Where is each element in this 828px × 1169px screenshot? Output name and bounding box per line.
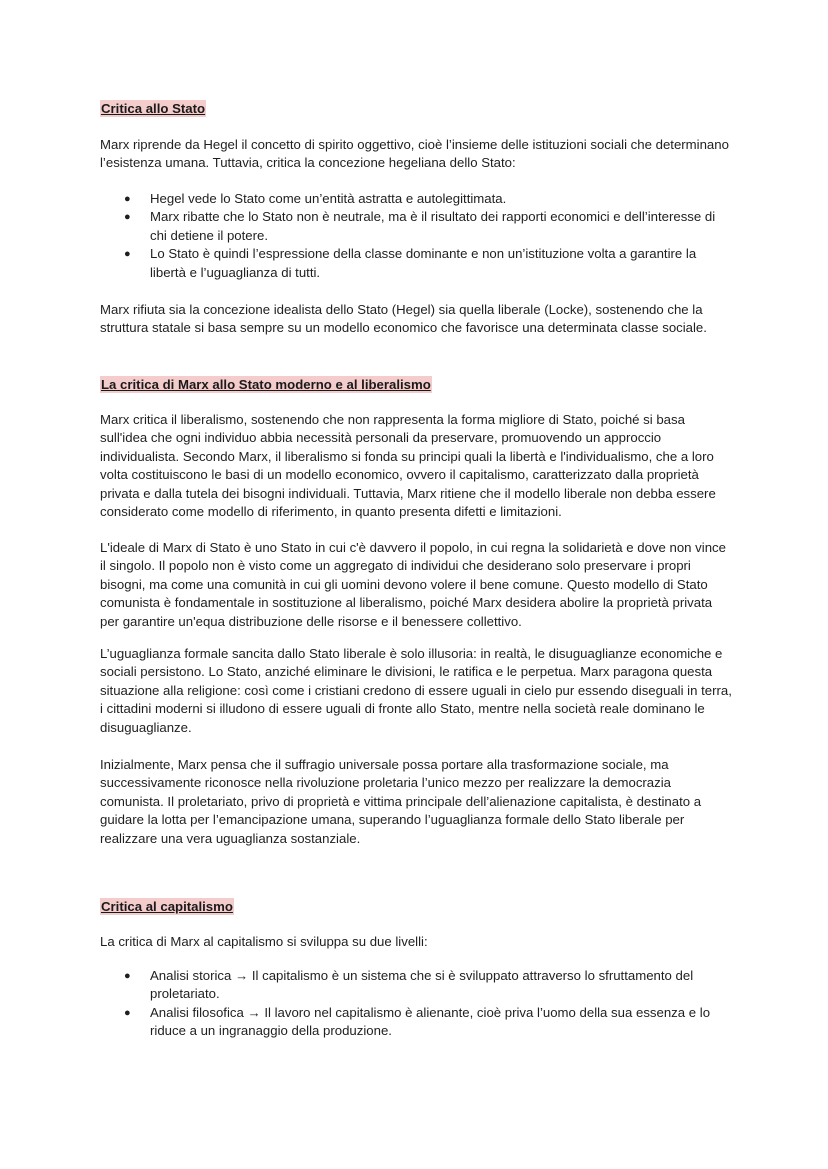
list-item — [100, 208, 732, 245]
list-item-text: Hegel vede lo Stato come un’entità astratta e autolegittimata. — [150, 191, 507, 206]
paragraph-intro-capitalismo: La critica di Marx al capitalismo si sviluppa su due livelli: — [100, 934, 428, 949]
list-item — [100, 245, 732, 282]
bullet-icon: ● — [124, 211, 131, 224]
list-item-text: Analisi filosofica → Il lavoro nel capitalismo è alienante, cioè priva l’uomo della sua essenza e lo riduce a un ingranaggio della produzione. — [150, 1004, 711, 1039]
list-item — [100, 190, 732, 208]
paragraph-liberalismo: Marx critica il liberalismo, sostenendo che non rappresenta la forma migliore di Stato, poiché si basa sull'idea che ogni individuo abbia necessità personali da preservare, promuovendo un approccio individualista. Secondo Marx, il liberalismo si fonda su principi quali la libertà e l'individualismo, che a loro volta costituiscono le basi di un modello economico, ovvero il capitalismo, caratterizzato dalla proprietà privata e dalla tutela dei bisogni individuali. Tuttavia, Marx ritiene che il modello liberale non debba essere considerato come modello di riferimento, in quanto presenta difetti e limitazioni. — [100, 412, 716, 520]
paragraph-uguaglianza-formale: L’uguaglianza formale sancita dallo Stato liberale è solo illusoria: in realtà, le disuguaglianze economiche e sociali persistono. Lo Stato, anziché eliminare le divisioni, le ratifica e le perpetua. Marx paragona questa situazione alla religione: così come i cristiani credono di essere uguali in cielo pur essendo diseguali in terra, i cittadini moderni si illudono di essere uguali di fronte allo Stato, mentre nella società reale dominano le disuguaglianze. — [100, 646, 732, 735]
paragraph-intro-stato: Marx riprende da Hegel il concetto di spirito oggettivo, cioè l’insieme delle istituzioni sociali che determinano l’esistenza umana. Tuttavia, critica la concezione hegeliana dello Stato: — [100, 137, 729, 171]
list-item — [100, 1004, 732, 1041]
paragraph-conclusion-stato: Marx rifiuta sia la concezione idealista dello Stato (Hegel) sia quella liberale (Locke), sostenendo che la struttura statale si basa sempre su un modello economico che favorisce una determinata classe sociale. — [100, 302, 707, 336]
bullet-icon: ● — [124, 1006, 131, 1019]
list-item — [100, 967, 732, 1004]
list-item-text: Analisi storica → Il capitalismo è un sistema che si è sviluppato attraverso lo sfruttamento del proletariato. — [150, 968, 694, 1002]
list-item-text: Marx ribatte che lo Stato non è neutrale, ma è il risultato dei rapporti economici e dell’interesse di chi detiene il potere. — [150, 209, 716, 243]
bullet-list-stato — [100, 190, 732, 282]
bullet-icon: ● — [124, 248, 131, 261]
section-heading-critica-capitalismo: Critica al capitalismo — [101, 899, 233, 914]
bullet-icon: ● — [124, 193, 131, 205]
paragraph-suffragio: Inizialmente, Marx pensa che il suffragio universale possa portare alla trasformazione sociale, ma successivamente riconosce nella rivoluzione proletaria l’unico mezzo per realizzare la democrazia comunista. Il proletariato, privo di proprietà e vittima principale dell’alienazione capitalista, è destinato a guidare la lotta per l’emancipazione umana, superando l’uguaglianza formale dello Stato liberale per realizzare una vera uguaglianza sostanziale. — [100, 757, 702, 846]
bullet-icon: ● — [124, 970, 131, 982]
bullet-list-capitalismo — [100, 967, 732, 1041]
section-heading-stato-moderno-liberalismo: La critica di Marx allo Stato moderno e al liberalismo — [101, 377, 431, 392]
paragraph-ideale-stato: L'ideale di Marx di Stato è uno Stato in cui c'è davvero il popolo, in cui regna la solidarietà e dove non vince il singolo. Il popolo non è visto come un aggregato di individui che desiderano solo preservare i propri bisogni, ma come una comunità in cui gli uomini devono volere il bene comune. Questo modello di Stato comunista è fondamentale in sostituzione al liberalismo, poiché Marx desidera abolire la proprietà privata per garantire un'equa distribuzione delle risorse e il benessere collettivo. — [100, 540, 726, 629]
section-heading-critica-allo-stato: Critica allo Stato — [101, 101, 206, 116]
list-item-text: Lo Stato è quindi l’espressione della classe dominante e non un’istituzione volta a garantire la libertà e l’uguaglianza di tutti. — [150, 246, 697, 280]
